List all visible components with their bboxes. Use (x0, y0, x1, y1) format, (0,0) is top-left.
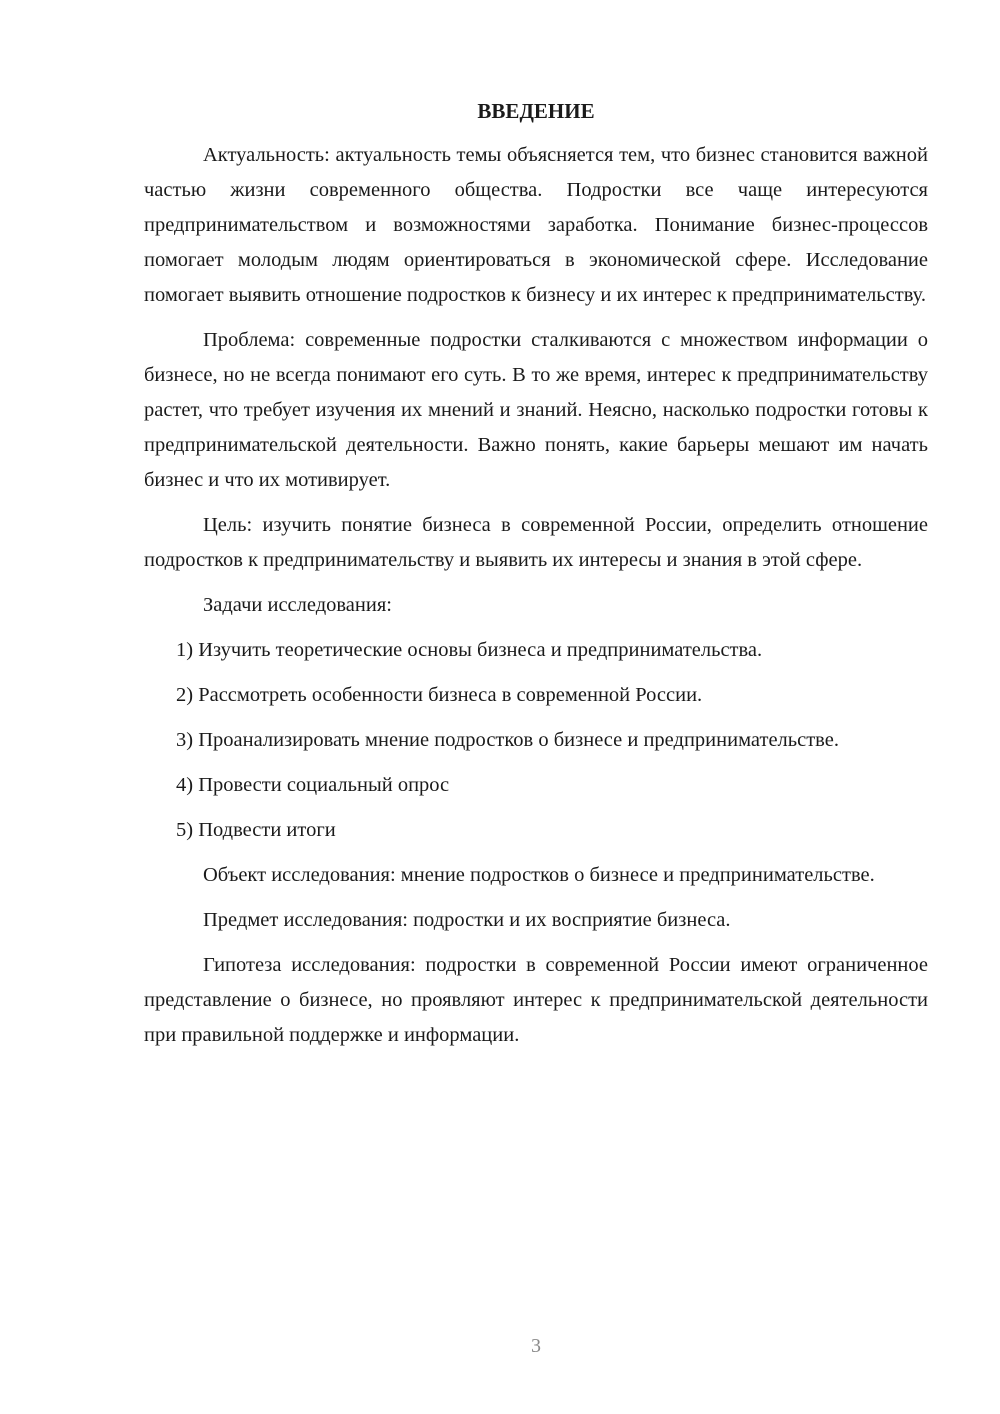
paragraph-subject: Предмет исследования: подростки и их восприятие бизнеса. (203, 909, 731, 931)
paragraph-relevance: Актуальность: актуальность темы объясняется тем, что бизнес становится важной частью жизни современного общества. Подростки все чаще интересуются предпринимательством и возможностями заработка. Понимание бизнес-процессов помогает молодым людям ориентироваться в экономической сфере. Исследование помогает выявить отношение подростков к бизнесу и их интерес к предпринимательству. (144, 144, 928, 306)
task-item-1: 1) Изучить теоретические основы бизнеса и предпринимательства. (176, 639, 763, 661)
tasks-heading: Задачи исследования: (203, 594, 392, 616)
paragraph-problem: Проблема: современные подростки сталкиваются с множеством информации о бизнесе, но не всегда понимают его суть. В то же время, интерес к предпринимательству растет, что требует изучения их мнений и знаний. Неясно, насколько подростки готовы к предпринимательской деятельности. Важно понять, какие барьеры мешают им начать бизнес и что их мотивирует. (144, 329, 928, 491)
paragraph-object: Объект исследования: мнение подростков о бизнесе и предпринимательстве. (203, 864, 875, 886)
task-item-2: 2) Рассмотреть особенности бизнеса в современной России. (176, 684, 703, 706)
page-content (144, 94, 928, 1063)
task-item-4: 4) Провести социальный опрос (176, 774, 450, 796)
page-number: 3 (531, 1335, 541, 1357)
paragraph-goal: Цель: изучить понятие бизнеса в современной России, определить отношение подростков к предпринимательству и выявить их интересы и знания в этой сфере. (144, 514, 928, 571)
task-item-3: 3) Проанализировать мнение подростков о бизнесе и предпринимательстве. (176, 729, 839, 751)
page-title: ВВЕДЕНИЕ (477, 99, 595, 123)
paragraph-hypothesis: Гипотеза исследования: подростки в современной России имеют ограниченное представление о бизнесе, но проявляют интерес к предпринимательской деятельности при правильной поддержке и информации. (144, 954, 928, 1046)
task-item-5: 5) Подвести итоги (176, 819, 336, 841)
